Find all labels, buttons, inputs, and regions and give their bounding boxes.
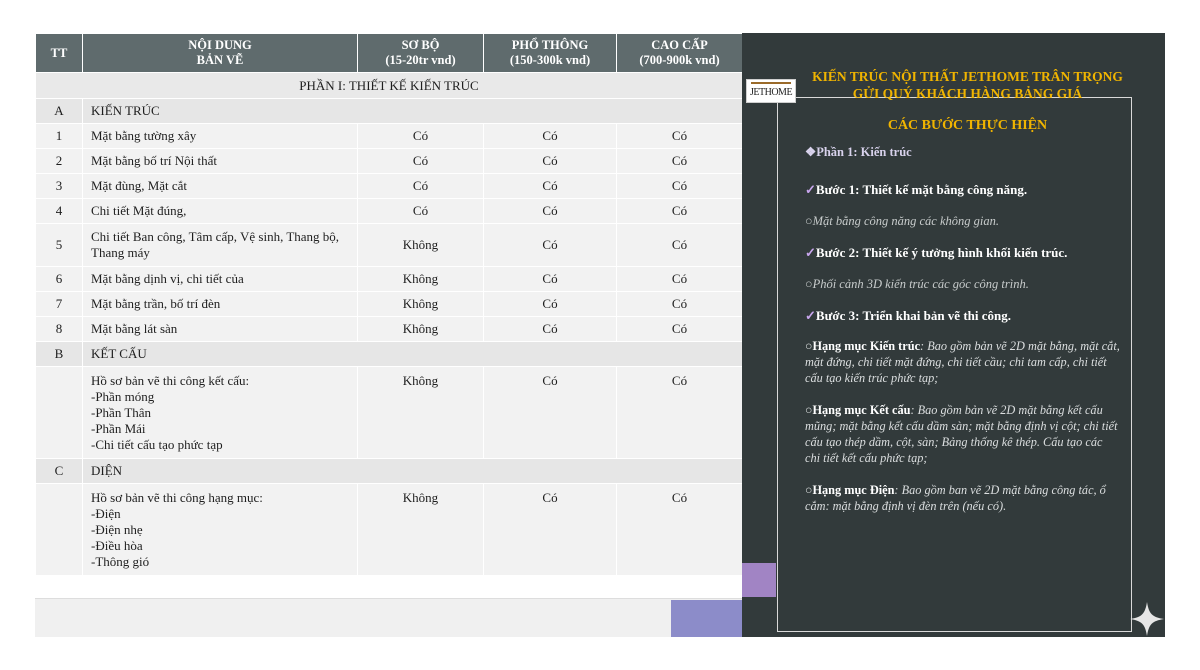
- step-2: [805, 245, 1120, 261]
- diamond-icon: ❖: [805, 145, 817, 159]
- price-table: [35, 33, 743, 576]
- cell-pho-thong: Có: [484, 367, 617, 459]
- section-letter: C: [36, 459, 83, 484]
- row-number: 8: [36, 317, 83, 342]
- item-3-body: : Bao gồm ban vẽ 2D mặt bằng công tác, ổ cắm: mặt bằng định vị đèn trên (nếu có).: [805, 483, 1106, 513]
- check-icon: ✓: [805, 308, 816, 323]
- cell-pho-thong: Có: [484, 199, 617, 224]
- cell-pho-thong: Có: [484, 149, 617, 174]
- cell-pho-thong: Có: [484, 317, 617, 342]
- row-content: Mặt bằng tường xây: [83, 124, 358, 149]
- row-number: 1: [36, 124, 83, 149]
- table-row: [36, 199, 743, 224]
- cell-so-bo: Có: [358, 174, 484, 199]
- step-2-sub-label: Phối cảnh 3D kiến trúc các góc công trình.: [812, 277, 1029, 291]
- lilac-square: [742, 563, 776, 597]
- item-1-body: : Bao gồm bản vẽ 2D mặt bằng, mặt cắt, mặt đứng, chi tiết mặt đứng, chi tiết cầu; chi tam cấp, chi tiết cấu tạo kiến trúc phức tạp;: [805, 339, 1120, 385]
- section-title: KẾT CẤU: [83, 342, 743, 367]
- cell-cao-cap: Có: [617, 292, 743, 317]
- panel-title: KIẾN TRÚC NỘI THẤT JETHOME TRÂN TRỌNG GỬI QUÝ KHÁCH HÀNG BẢNG GIÁ: [812, 69, 1123, 101]
- item-ket-cau: [805, 402, 1120, 466]
- cell-pho-thong: Có: [484, 224, 617, 267]
- row-number: 4: [36, 199, 83, 224]
- row-number: 6: [36, 267, 83, 292]
- table-row: [36, 224, 743, 267]
- panel-subtitle: CÁC BƯỚC THỰC HIỆN: [887, 118, 1048, 133]
- cell-so-bo: Có: [358, 124, 484, 149]
- header-pho-thong: PHỔ THÔNG (150-300k vnd): [484, 34, 617, 73]
- step-1: [805, 182, 1120, 198]
- header-cao-cap: CAO CẤP (700-900k vnd): [617, 34, 743, 73]
- step-1-sub: [805, 214, 1120, 229]
- section-letter: A: [36, 99, 83, 124]
- cell-cao-cap: Có: [617, 317, 743, 342]
- section-row: [36, 99, 743, 124]
- cell-so-bo: Không: [358, 267, 484, 292]
- item-3-head: Hạng mục Điện: [812, 483, 895, 497]
- step-1-sub-label: Mặt bằng công năng các không gian.: [812, 214, 999, 228]
- row-content: Mặt đùng, Mặt cắt: [83, 174, 358, 199]
- table-row: [36, 124, 743, 149]
- cell-so-bo: Không: [358, 484, 484, 576]
- section-row: [36, 342, 743, 367]
- row-content: Chi tiết Mặt đúng,: [83, 199, 358, 224]
- item-dien: [805, 482, 1120, 514]
- circle-bullet-icon: ○: [805, 339, 813, 353]
- jethome-logo: [746, 79, 796, 103]
- cell-cao-cap: Có: [617, 224, 743, 267]
- section-row: [36, 459, 743, 484]
- circle-bullet-icon: ○: [805, 277, 813, 291]
- cell-pho-thong: Có: [484, 267, 617, 292]
- table-row: [36, 317, 743, 342]
- cell-so-bo: Có: [358, 149, 484, 174]
- row-number: [36, 484, 83, 576]
- step-2-label: Bước 2: Thiết kế ý tưởng hình khối kiến trúc.: [815, 245, 1068, 260]
- row-content: Chi tiết Ban công, Tâm cấp, Vệ sinh, Thang bộ, Thang máy: [83, 224, 358, 267]
- table-row: [36, 174, 743, 199]
- cell-cao-cap: Có: [617, 174, 743, 199]
- row-content: Hồ sơ bản vẽ thi công kết cấu: -Phần móng -Phần Thân -Phần Mái -Chi tiết cấu tạo phức tạp: [83, 367, 358, 459]
- row-number: [36, 367, 83, 459]
- row-content: Mặt bằng dịnh vị, chi tiết của: [83, 267, 358, 292]
- part-heading: [805, 144, 1120, 160]
- cell-pho-thong: Có: [484, 292, 617, 317]
- part-label: Phần 1: Kiến trúc: [816, 145, 912, 159]
- cell-so-bo: Không: [358, 224, 484, 267]
- cell-so-bo: Không: [358, 292, 484, 317]
- table-row: [36, 267, 743, 292]
- item-2-head: Hạng mục Kết cấu: [812, 403, 911, 417]
- sparkle-icon: [1130, 602, 1164, 636]
- row-content: Mặt bằng trần, bố trí đèn: [83, 292, 358, 317]
- step-1-label: Bước 1: Thiết kế mặt bằng công năng.: [815, 182, 1028, 197]
- circle-bullet-icon: ○: [805, 483, 813, 497]
- circle-bullet-icon: ○: [805, 214, 813, 228]
- section-title: DIỆN: [83, 459, 743, 484]
- header-tt: TT: [36, 34, 83, 73]
- cell-pho-thong: Có: [484, 174, 617, 199]
- accent-block: [671, 600, 742, 637]
- cell-cao-cap: Có: [617, 199, 743, 224]
- cell-cao-cap: Có: [617, 367, 743, 459]
- step-3-label: Bước 3: Triển khai bản vẽ thi công.: [815, 308, 1012, 323]
- cell-so-bo: Có: [358, 199, 484, 224]
- check-icon: ✓: [805, 182, 816, 197]
- step-2-sub: [805, 277, 1120, 292]
- item-1-head: Hạng mục Kiến trúc: [812, 339, 921, 353]
- row-content: Mặt bằng bố trí Nội thất: [83, 149, 358, 174]
- check-icon: ✓: [805, 245, 816, 260]
- item-kien-truc: [805, 338, 1120, 386]
- steps-list: [805, 144, 1120, 514]
- section-letter: B: [36, 342, 83, 367]
- phase-row: [36, 73, 743, 99]
- row-content: Mặt bằng lát sàn: [83, 317, 358, 342]
- phase-title: PHẦN I: THIẾT KẾ KIẾN TRÚC: [36, 73, 743, 99]
- row-number: 2: [36, 149, 83, 174]
- circle-bullet-icon: ○: [805, 403, 813, 417]
- header-so-bo: SƠ BỘ (15-20tr vnd): [358, 34, 484, 73]
- step-3: [805, 308, 1120, 324]
- row-number: 3: [36, 174, 83, 199]
- table-row: [36, 484, 743, 576]
- cell-so-bo: Không: [358, 367, 484, 459]
- cell-cao-cap: Có: [617, 149, 743, 174]
- row-number: 5: [36, 224, 83, 267]
- cell-pho-thong: Có: [484, 124, 617, 149]
- row-number: 7: [36, 292, 83, 317]
- cell-so-bo: Không: [358, 317, 484, 342]
- table-row: [36, 367, 743, 459]
- table-header-row: [36, 34, 743, 73]
- table-row: [36, 292, 743, 317]
- item-2-body: : Bao gồm bản vẽ 2D mặt bằng kết cấu mũng; mặt bằng kết cấu dầm sàn; mặt bằng định vị cột; chi tiết cấu tạo thép dầm, cột, sàn; Bảng thống kê thép. Cấu tạo các chi tiết kết cấu phức tạp;: [805, 403, 1118, 465]
- cell-cao-cap: Có: [617, 267, 743, 292]
- footer-strip: [35, 598, 742, 637]
- cell-cao-cap: Có: [617, 484, 743, 576]
- table-row: [36, 149, 743, 174]
- cell-pho-thong: Có: [484, 484, 617, 576]
- row-content: Hồ sơ bản vẽ thi công hạng mục: -Điện -Điện nhẹ -Điều hòa -Thông gió: [83, 484, 358, 576]
- logo-text: JETHOME: [750, 87, 793, 98]
- header-content: NỘI DUNG BẢN VẼ: [83, 34, 358, 73]
- cell-cao-cap: Có: [617, 124, 743, 149]
- section-title: KIẾN TRÚC: [83, 99, 743, 124]
